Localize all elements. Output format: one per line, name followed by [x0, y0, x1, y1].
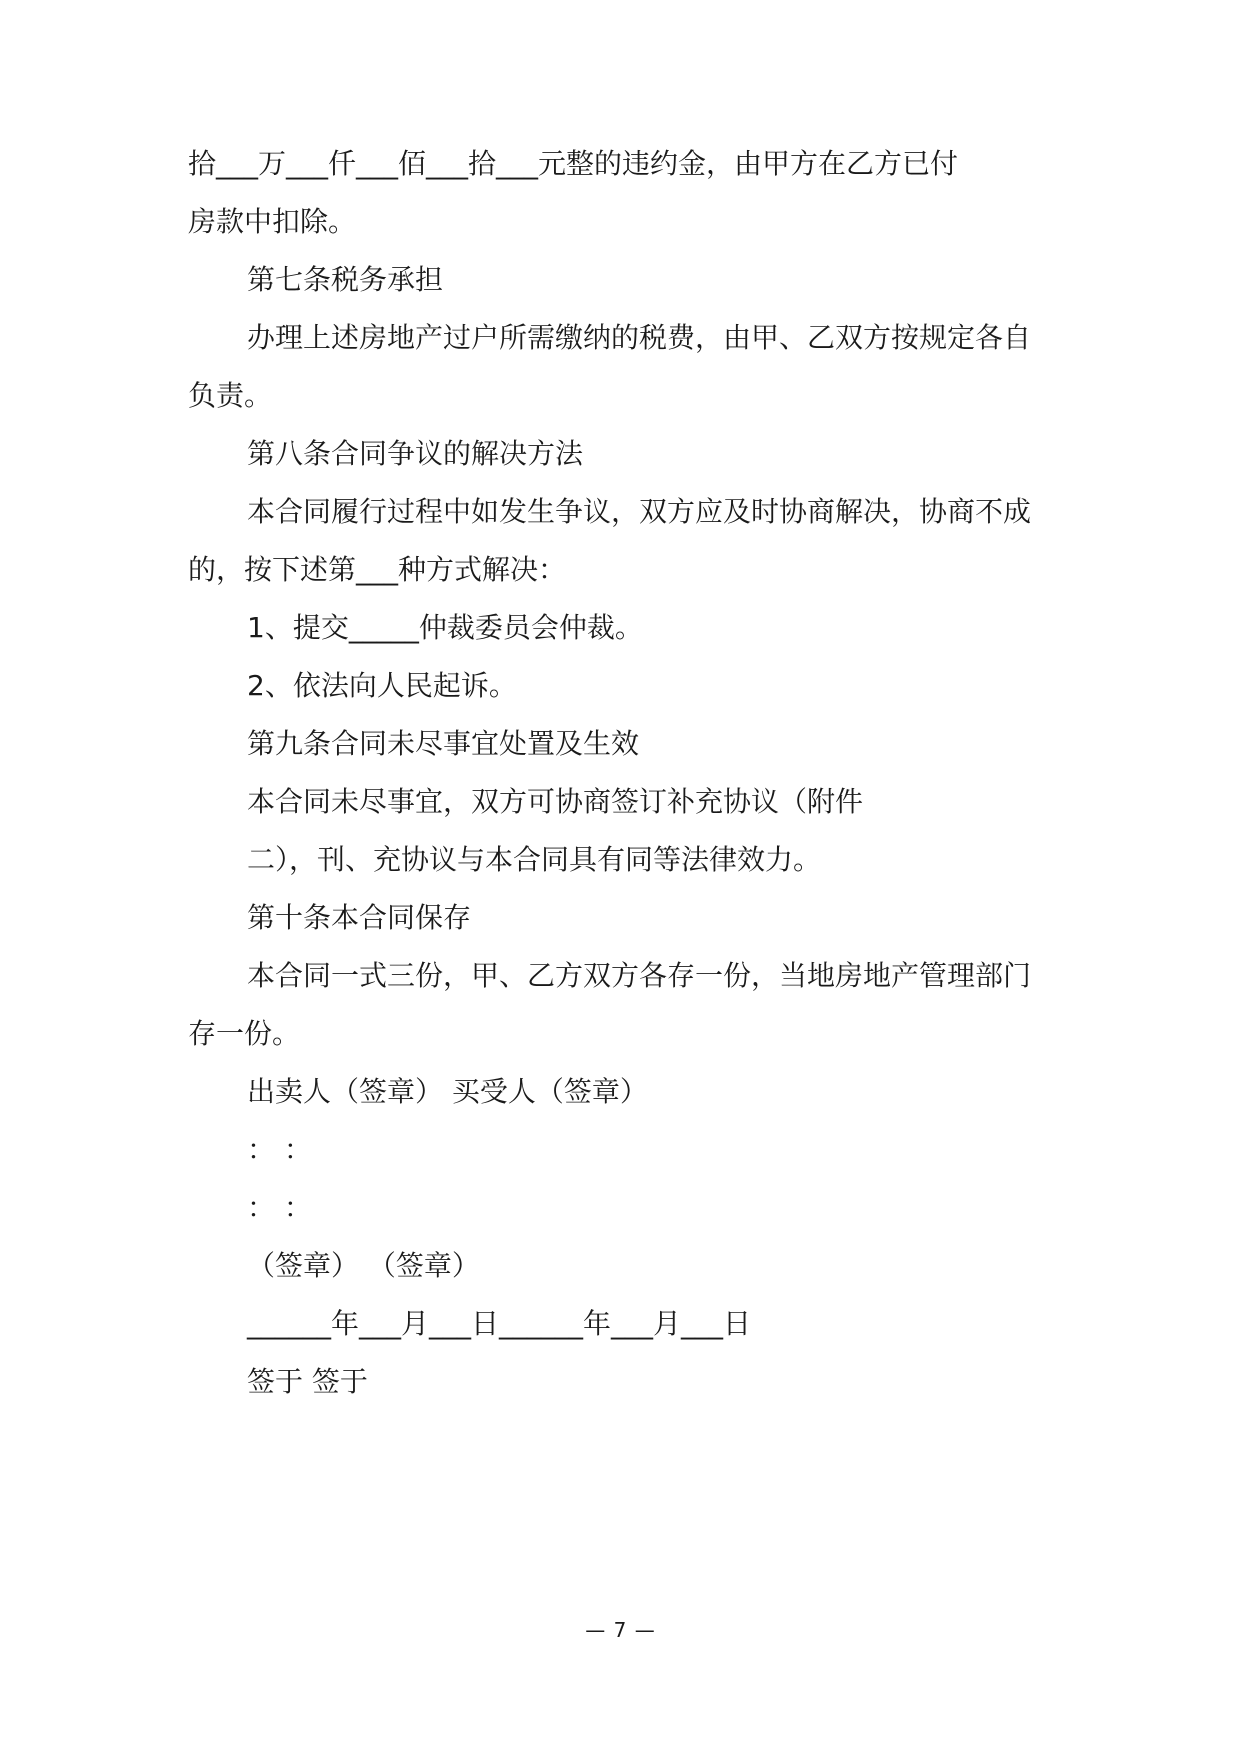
signature-field-row-2: ： ：	[247, 1191, 312, 1224]
article-9-body: 本合同未尽事宜，双方可协商签订补充协议（附件	[247, 785, 864, 818]
article-8-body-end: 的，按下述第___种方式解决：	[188, 553, 567, 586]
article-8-heading: 第八条合同争议的解决方法	[247, 437, 584, 470]
article-10-heading: 第十条本合同保存	[247, 901, 472, 934]
article-10-body: 本合同一式三份，甲、乙方双方各存一份，当地房地产管理部门	[247, 959, 1032, 992]
clause-penalty-amount-line: 拾___万___仟___佰___拾___元整的违约金，由甲方在乙方已付	[188, 147, 959, 180]
article-7-heading: 第七条税务承担	[247, 263, 444, 296]
signing-places: 签于 签于	[247, 1365, 368, 1398]
article-7-body: 办理上述房地产过户所需缴纳的税费，由甲、乙双方按规定各自	[247, 321, 1032, 354]
signature-field-row-1: ： ：	[247, 1133, 312, 1166]
page-number: — 7 —	[585, 1618, 656, 1642]
article-8-body: 本合同履行过程中如发生争议，双方应及时协商解决，协商不成	[247, 495, 1032, 528]
article-7-body-end: 负责。	[188, 379, 273, 412]
article-8-option-2: 2、依法向人民起诉。	[247, 669, 517, 702]
signature-parties: 出卖人（签章） 买受人（签章）	[247, 1075, 648, 1108]
signing-dates: ______年___月___日______年___月___日	[247, 1307, 752, 1340]
article-10-body-end: 存一份。	[188, 1017, 301, 1050]
seal-labels: （签章） （签章）	[247, 1249, 480, 1282]
clause-penalty-amount-line-end: 房款中扣除。	[188, 205, 357, 238]
article-9-heading: 第九条合同未尽事宜处置及生效	[247, 727, 640, 760]
article-8-option-1: 1、提交_____仲裁委员会仲裁。	[247, 611, 643, 644]
article-9-body-end: 二），刊、充协议与本合同具有同等法律效力。	[247, 843, 822, 876]
